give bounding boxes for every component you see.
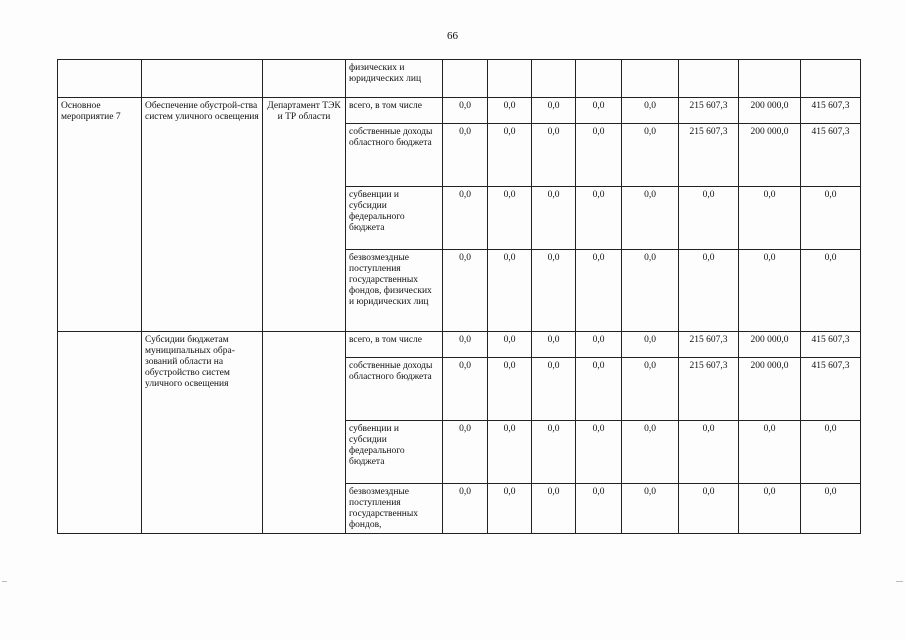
empty-cell [532, 60, 576, 98]
value-cell: 415 607,3 [801, 124, 861, 187]
funding-source: физических и юридических лиц [346, 60, 443, 98]
value-cell: 0,0 [443, 421, 488, 484]
value-cell: 0,0 [576, 98, 622, 124]
measure-title-cell: Субсидии бюджетам муниципальных обра-зований области на обустройство систем уличного освещения [142, 332, 263, 534]
value-cell: 0,0 [443, 484, 488, 534]
empty-cell [576, 60, 622, 98]
value-cell: 0,0 [488, 332, 532, 358]
funding-source: безвозмездные поступления государственных фондов, [346, 484, 443, 534]
value-cell: 215 607,3 [679, 98, 739, 124]
value-cell: 0,0 [679, 250, 739, 332]
value-cell: 0,0 [532, 124, 576, 187]
value-cell: 0,0 [801, 187, 861, 250]
value-cell: 200 000,0 [739, 358, 801, 421]
value-cell: 0,0 [532, 98, 576, 124]
empty-cell [142, 60, 263, 98]
value-cell: 0,0 [801, 250, 861, 332]
scan-edge-mark [896, 581, 903, 582]
value-cell: 0,0 [488, 124, 532, 187]
funding-source: собственные доходы областного бюджета [346, 124, 443, 187]
value-cell: 0,0 [532, 187, 576, 250]
value-cell: 0,0 [488, 187, 532, 250]
value-cell: 0,0 [679, 484, 739, 534]
value-cell: 0,0 [576, 124, 622, 187]
budget-table [57, 59, 861, 534]
value-cell: 0,0 [443, 124, 488, 187]
value-cell: 0,0 [576, 187, 622, 250]
value-cell: 0,0 [622, 124, 679, 187]
value-cell: 0,0 [622, 358, 679, 421]
value-cell: 0,0 [488, 358, 532, 421]
value-cell: 0,0 [739, 250, 801, 332]
value-cell: 0,0 [739, 421, 801, 484]
value-cell: 0,0 [532, 484, 576, 534]
value-cell: 0,0 [622, 332, 679, 358]
value-cell: 0,0 [576, 250, 622, 332]
empty-cell [801, 60, 861, 98]
value-cell: 0,0 [488, 250, 532, 332]
measure-title-cell: Обеспечение обустрой-ства систем уличного освещения [142, 98, 263, 332]
page-number: 66 [447, 30, 458, 42]
empty-cell [622, 60, 679, 98]
value-cell: 0,0 [532, 250, 576, 332]
funding-source: собственные доходы областного бюджета [346, 358, 443, 421]
value-cell: 0,0 [622, 421, 679, 484]
funding-source: всего, в том числе [346, 98, 443, 124]
value-cell: 0,0 [576, 358, 622, 421]
value-cell: 200 000,0 [739, 332, 801, 358]
value-cell: 0,0 [443, 332, 488, 358]
value-cell: 0,0 [576, 484, 622, 534]
scan-edge-mark [2, 581, 7, 582]
value-cell: 0,0 [532, 421, 576, 484]
value-cell: 0,0 [622, 187, 679, 250]
value-cell: 215 607,3 [679, 124, 739, 187]
value-cell: 0,0 [576, 332, 622, 358]
department-cell: Департамент ТЭК и ТР области [263, 98, 346, 332]
value-cell: 0,0 [801, 484, 861, 534]
empty-cell [443, 60, 488, 98]
value-cell: 0,0 [532, 332, 576, 358]
value-cell: 200 000,0 [739, 98, 801, 124]
empty-cell [58, 60, 142, 98]
value-cell: 0,0 [622, 484, 679, 534]
value-cell: 0,0 [443, 98, 488, 124]
value-cell: 0,0 [532, 358, 576, 421]
funding-source: безвозмездные поступления государственных фондов, физических и юридических лиц [346, 250, 443, 332]
value-cell: 0,0 [488, 98, 532, 124]
continuation-row [58, 60, 861, 98]
value-cell: 415 607,3 [801, 358, 861, 421]
value-cell: 0,0 [488, 484, 532, 534]
value-cell: 0,0 [576, 421, 622, 484]
table-row [58, 332, 861, 358]
value-cell: 0,0 [679, 421, 739, 484]
funding-source: всего, в том числе [346, 332, 443, 358]
measure-cell: Основное мероприятие 7 [58, 98, 142, 332]
value-cell: 0,0 [679, 187, 739, 250]
measure-cell [58, 332, 142, 534]
value-cell: 0,0 [443, 358, 488, 421]
value-cell: 0,0 [622, 250, 679, 332]
funding-source: субвенции и субсидии федерального бюджета [346, 421, 443, 484]
empty-cell [263, 60, 346, 98]
value-cell: 0,0 [801, 421, 861, 484]
department-cell [263, 332, 346, 534]
value-cell: 0,0 [739, 187, 801, 250]
empty-cell [739, 60, 801, 98]
value-cell: 0,0 [739, 484, 801, 534]
table-row [58, 98, 861, 124]
value-cell: 0,0 [443, 187, 488, 250]
value-cell: 0,0 [622, 98, 679, 124]
value-cell: 415 607,3 [801, 98, 861, 124]
empty-cell [488, 60, 532, 98]
value-cell: 0,0 [443, 250, 488, 332]
value-cell: 0,0 [488, 421, 532, 484]
funding-source: субвенции и субсидии федерального бюджета [346, 187, 443, 250]
value-cell: 215 607,3 [679, 332, 739, 358]
value-cell: 200 000,0 [739, 124, 801, 187]
value-cell: 415 607,3 [801, 332, 861, 358]
value-cell: 215 607,3 [679, 358, 739, 421]
empty-cell [679, 60, 739, 98]
